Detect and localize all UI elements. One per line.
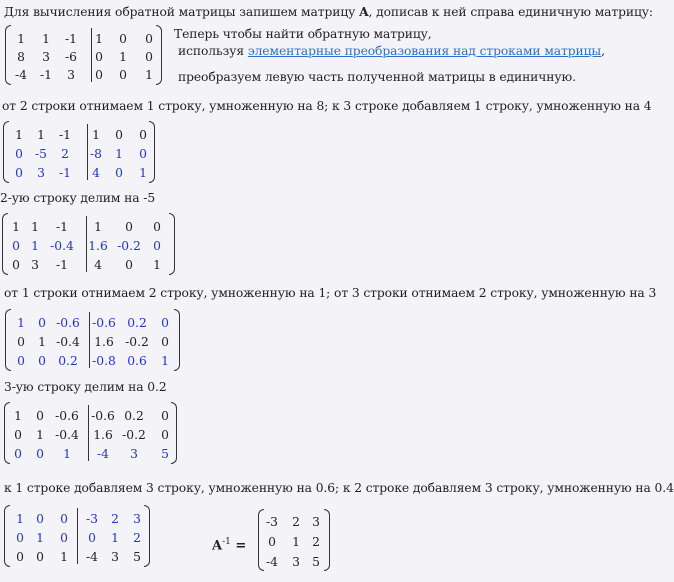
inverse-cell-r2c3: 2 [312, 535, 320, 549]
matrix3-cell-r1c4: -0.6 [92, 316, 116, 330]
note-line2-post: , [601, 44, 605, 58]
matrix1-cell-r2c2: -5 [35, 147, 47, 161]
equals-sign: = [230, 538, 247, 554]
matrix2-cell-r1c5: 0 [125, 220, 133, 234]
matrix1-cell-r1c1: 1 [15, 128, 23, 142]
matrix2-cell-r3c3: -1 [56, 258, 68, 272]
matrix2-cell-r2c4: 1.6 [88, 239, 108, 253]
matrix0-cell-r2c3: -6 [65, 50, 77, 64]
matrix-step2 [2, 213, 175, 275]
matrix4-cell-r1c3: -0.6 [55, 409, 79, 423]
matrix5-cell-r3c4: -4 [86, 550, 98, 564]
matrix0-cell-r2c5: 1 [119, 50, 127, 64]
step5-text: к 1 строке добавляем 3 строку, умноженную на 0.6; к 2 строке добавляем 3 строку, умноженную на 0.4 [4, 481, 674, 495]
matrix4-cell-r3c3: 1 [63, 447, 71, 461]
matrix3-cell-r1c1: 1 [17, 316, 25, 330]
matrix3-cell-r2c4: 1.6 [94, 335, 114, 349]
matrix1-cell-r2c4: -8 [90, 147, 102, 161]
note-line2 [178, 44, 605, 59]
matrix-step5 [4, 505, 150, 567]
matrix1-cell-r1c5: 0 [115, 128, 123, 142]
intro-part2: , дописав к ней справа единичную матрицу: [368, 5, 653, 19]
matrix0-cell-r3c1: -4 [15, 68, 27, 82]
matrix1-cell-r3c4: 4 [92, 166, 100, 180]
matrix4-cell-r2c5: -0.2 [122, 428, 146, 442]
inverse-label [212, 537, 246, 553]
matrix0-cell-r3c3: 3 [67, 68, 75, 82]
matrix4-cell-r2c3: -0.4 [55, 428, 79, 442]
matrix5-cell-r1c4: -3 [86, 512, 98, 526]
matrix5-cell-r3c1: 0 [16, 550, 24, 564]
matrix0-cell-r2c1: 8 [17, 50, 25, 64]
matrix5-cell-r2c6: 2 [133, 531, 141, 545]
matrix3-cell-r1c6: 0 [161, 316, 169, 330]
matrix1-cell-r3c1: 0 [15, 166, 23, 180]
matrix2-cell-r1c1: 1 [12, 220, 20, 234]
matrix5-cell-r2c4: 0 [88, 531, 96, 545]
matrix2-cell-r2c3: -0.4 [50, 239, 74, 253]
step1-text: от 2 строки отнимаем 1 строку, умноженную на 8; к 3 строке добавляем 1 строку, умноженную на 4 [2, 99, 652, 113]
matrix-initial [5, 25, 162, 85]
inverse-cell-r3c1: -4 [266, 555, 278, 569]
matrix2-cell-r2c5: -0.2 [117, 239, 141, 253]
matrix3-cell-r3c1: 0 [17, 354, 25, 368]
matrix2-cell-r3c4: 4 [94, 258, 102, 272]
matrix4-cell-r1c4: -0.6 [91, 409, 115, 423]
matrix4-cell-r3c2: 0 [36, 447, 44, 461]
matrix1-cell-r2c3: 2 [61, 147, 69, 161]
matrix1-cell-r1c2: 1 [37, 128, 45, 142]
matrix1-cell-r1c3: -1 [59, 128, 71, 142]
matrix0-cell-r2c4: 0 [95, 50, 103, 64]
matrix1-cell-r2c5: 1 [115, 147, 123, 161]
matrix4-cell-r1c6: 0 [161, 409, 169, 423]
matrix1-cell-r3c2: 3 [37, 166, 45, 180]
matrix2-cell-r3c1: 0 [12, 258, 20, 272]
matrix0-cell-r3c5: 0 [119, 68, 127, 82]
matrix2-cell-r2c6: 0 [153, 239, 161, 253]
matrix1-cell-r3c5: 0 [115, 166, 123, 180]
matrix3-cell-r3c6: 1 [161, 354, 169, 368]
matrix4-cell-r2c6: 0 [161, 428, 169, 442]
matrix3-cell-r1c3: -0.6 [56, 316, 80, 330]
inverse-cell-r1c1: -3 [266, 515, 278, 529]
matrix1-cell-r3c6: 1 [139, 166, 147, 180]
matrix2-cell-r1c3: -1 [56, 220, 68, 234]
note-line1: Теперь чтобы найти обратную матрицу, [174, 27, 432, 41]
matrix-a-label: A [359, 4, 369, 19]
matrix1-cell-r2c1: 0 [15, 147, 23, 161]
matrix4-cell-r3c4: -4 [97, 447, 109, 461]
matrix-step4 [4, 402, 177, 464]
matrix4-cell-r1c2: 0 [36, 409, 44, 423]
matrix-step3 [5, 309, 180, 371]
matrix0-cell-r1c2: 1 [42, 32, 50, 46]
step2-text: 2-ую строку делим на -5 [0, 191, 156, 205]
matrix3-cell-r2c1: 0 [17, 335, 25, 349]
note-line3: преобразуем левую часть полученной матрицы в единичную. [178, 70, 576, 84]
matrix5-cell-r3c3: 1 [60, 550, 68, 564]
matrix0-cell-r2c6: 0 [145, 50, 153, 64]
matrix4-cell-r3c1: 0 [14, 447, 22, 461]
matrix5-cell-r2c3: 0 [60, 531, 68, 545]
matrix3-cell-r3c5: 0.6 [127, 354, 147, 368]
note-line2-pre: используя [178, 44, 248, 58]
matrix4-cell-r1c1: 1 [14, 409, 22, 423]
matrix5-cell-r1c2: 0 [36, 512, 44, 526]
matrix2-cell-r2c2: 1 [31, 239, 39, 253]
inverse-a: A [212, 538, 223, 554]
matrix5-cell-r2c2: 1 [36, 531, 44, 545]
matrix4-cell-r3c5: 3 [130, 447, 138, 461]
matrix0-cell-r2c2: 3 [42, 50, 50, 64]
inverse-cell-r3c2: 3 [292, 555, 300, 569]
matrix3-cell-r2c6: 0 [161, 335, 169, 349]
matrix4-cell-r2c1: 0 [14, 428, 22, 442]
matrix4-cell-r3c6: 5 [161, 447, 169, 461]
matrix5-cell-r2c1: 0 [16, 531, 24, 545]
matrix5-cell-r2c5: 1 [111, 531, 119, 545]
matrix3-cell-r1c2: 0 [38, 316, 46, 330]
inverse-exponent: -1 [222, 537, 231, 547]
matrix3-cell-r1c5: 0.2 [127, 316, 147, 330]
matrix5-cell-r3c5: 3 [111, 550, 119, 564]
matrix1-cell-r2c6: 0 [139, 147, 147, 161]
inverse-cell-r1c3: 3 [312, 515, 320, 529]
matrix3-cell-r2c5: -0.2 [125, 335, 149, 349]
matrix0-cell-r1c3: -1 [65, 32, 77, 46]
matrix-step1 [3, 121, 155, 183]
matrix1-cell-r1c6: 0 [139, 128, 147, 142]
step4-text: 3-ую строку делим на 0.2 [4, 380, 167, 394]
inverse-cell-r2c2: 1 [292, 535, 300, 549]
matrix2-cell-r3c2: 3 [31, 258, 39, 272]
matrix0-cell-r3c2: -1 [40, 68, 52, 82]
inverse-cell-r2c1: 0 [268, 535, 276, 549]
matrix4-cell-r2c4: 1.6 [93, 428, 113, 442]
step3-text: от 1 строки отнимаем 2 строку, умноженную на 1; от 3 строки отнимаем 2 строку, умноженную на 3 [4, 286, 657, 300]
matrix5-cell-r3c2: 0 [36, 550, 44, 564]
matrix3-cell-r3c3: 0.2 [58, 354, 78, 368]
matrix2-cell-r1c4: 1 [94, 220, 102, 234]
matrix3-cell-r2c2: 1 [38, 335, 46, 349]
matrix0-cell-r1c5: 0 [119, 32, 127, 46]
matrix5-cell-r1c1: 1 [16, 512, 24, 526]
inverse-cell-r3c3: 5 [312, 555, 320, 569]
matrix2-cell-r3c5: 0 [125, 258, 133, 272]
intro-text [4, 4, 653, 20]
inverse-cell-r1c2: 2 [292, 515, 300, 529]
matrix3-cell-r3c4: -0.8 [92, 354, 116, 368]
intro-part1: Для вычисления обратной матрицы запишем матрицу [4, 5, 360, 19]
matrix4-cell-r1c5: 0.2 [124, 409, 144, 423]
matrix0-cell-r3c4: 0 [95, 68, 103, 82]
row-operations-link[interactable]: элементарные преобразования над строками матрицы [247, 44, 602, 58]
matrix0-cell-r3c6: 1 [145, 68, 153, 82]
matrix3-cell-r3c2: 0 [38, 354, 46, 368]
matrix5-cell-r1c6: 3 [133, 512, 141, 526]
matrix0-cell-r1c4: 1 [95, 32, 103, 46]
matrix-inverse [258, 509, 330, 571]
matrix5-cell-r3c6: 5 [133, 550, 141, 564]
matrix2-cell-r3c6: 1 [153, 258, 161, 272]
matrix1-cell-r1c4: 1 [92, 128, 100, 142]
matrix0-cell-r1c6: 0 [145, 32, 153, 46]
matrix1-cell-r3c3: -1 [59, 166, 71, 180]
matrix2-cell-r1c6: 0 [153, 220, 161, 234]
matrix2-cell-r2c1: 0 [12, 239, 20, 253]
matrix5-cell-r1c3: 0 [60, 512, 68, 526]
matrix0-cell-r1c1: 1 [17, 32, 25, 46]
matrix3-cell-r2c3: -0.4 [56, 335, 80, 349]
matrix4-cell-r2c2: 1 [36, 428, 44, 442]
matrix2-cell-r1c2: 1 [31, 220, 39, 234]
matrix5-cell-r1c5: 2 [111, 512, 119, 526]
